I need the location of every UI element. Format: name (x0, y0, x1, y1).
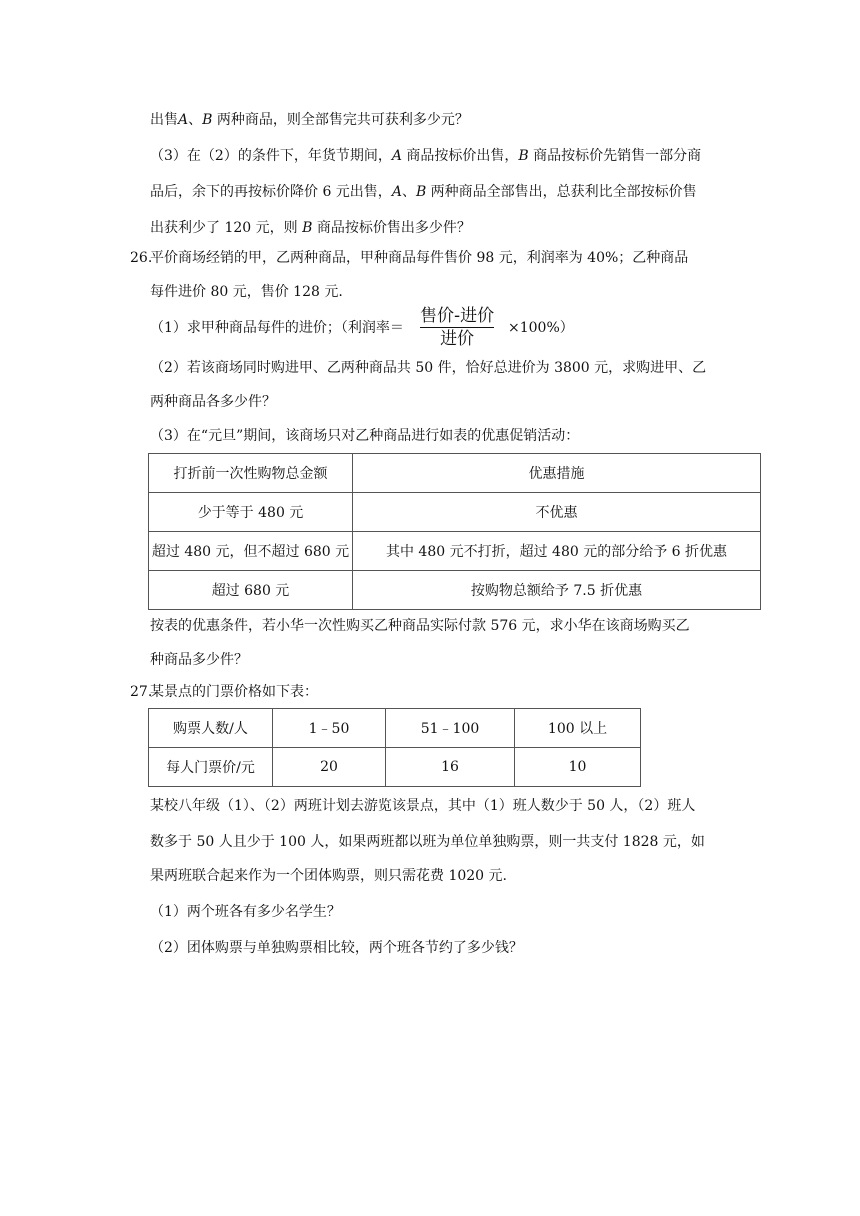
text: 两种商品，则全部售完共可获利多少元？ (212, 112, 469, 128)
q25-sub3-line1 (150, 146, 701, 166)
table-cell: 不优惠 (353, 493, 761, 532)
q26-after-line2: 种商品多少件？ (150, 652, 248, 668)
table-cell: 1﹣50 (273, 709, 386, 748)
var-a: A (391, 148, 402, 164)
text: 出售 (150, 112, 178, 128)
table-cell: 20 (273, 748, 386, 787)
q25-line (150, 110, 469, 130)
q26-sub2-line2: 两种商品各多少件？ (150, 394, 276, 410)
q27-body-line2: 数多于 50 人且少于 100 人，如果两班都以班为单位单独购票，则一共支付 1828 元，如 (150, 834, 705, 850)
table-header: 每人门票价/元 (149, 748, 273, 787)
discount-table (148, 453, 761, 610)
table-row (149, 748, 641, 787)
table-cell: 10 (515, 748, 641, 787)
q27-body-line3: 果两班联合起来作为一个团体购票，则只需花费 1020 元. (150, 868, 507, 884)
var-b: B (302, 220, 313, 236)
q26-stem-line1: 平价商场经销的甲，乙两种商品，甲种商品每件售价 98 元，利润率为 40%；乙种商品 (150, 250, 689, 266)
table-cell: 超过 480 元，但不超过 680 元 (149, 532, 353, 571)
table-cell: 100 以上 (515, 709, 641, 748)
text: 出获利少了 120 元，则 (150, 220, 303, 236)
text: 商品按标价售出多少件？ (312, 220, 471, 236)
formula-denominator: 进价 (440, 329, 475, 349)
fraction-bar (420, 327, 494, 328)
table-header: 打折前一次性购物总金额 (149, 454, 353, 493)
q25-sub3-line2 (150, 182, 697, 202)
text: 商品按标价先销售一部分商 (528, 148, 702, 164)
table-header: 优惠措施 (353, 454, 761, 493)
q26-sub2-line1: （2）若该商场同时购进甲、乙两种商品共 50 件，恰好总进价为 3800 元，求购进甲、乙 (150, 360, 707, 376)
q26-after-line1: 按表的优惠条件，若小华一次性购买乙种商品实际付款 576 元，求小华在该商场购买乙 (150, 618, 690, 634)
text: 、 (188, 112, 203, 128)
q26-sub1-post: ×100%） (508, 320, 574, 336)
table-row (149, 493, 761, 532)
table-cell: 其中 480 元不打折，超过 480 元的部分给予 6 折优惠 (353, 532, 761, 571)
q26-sub1-pre: （1）求甲种商品每件的进价；（利润率＝ (150, 320, 404, 336)
text: （3）在（2）的条件下，年货节期间， (150, 148, 392, 164)
table-row (149, 454, 761, 493)
var-b: B (518, 148, 529, 164)
var-b: B (202, 112, 213, 128)
q27-stem: 某景点的门票价格如下表： (150, 684, 318, 700)
table-row (149, 571, 761, 610)
text: 两种商品全部售出，总获利比全部按标价售 (426, 184, 697, 200)
q26-number: 26. (130, 250, 153, 266)
table-row (149, 532, 761, 571)
table-cell: 16 (386, 748, 515, 787)
profit-rate-formula (420, 306, 494, 349)
text: 品后，余下的再按标价降价 6 元出售， (150, 184, 392, 200)
table-row (149, 709, 641, 748)
q27-number: 27. (130, 684, 153, 700)
ticket-price-table (148, 708, 641, 787)
q25-sub3-line3 (150, 218, 471, 238)
var-a: A (178, 112, 189, 128)
q27-sub2: （2）团体购票与单独购票相比较，两个班各节约了多少钱？ (150, 940, 523, 956)
q26-sub3: （3）在“元旦”期间，该商场只对乙种商品进行如表的优惠促销活动： (150, 428, 580, 444)
text: 商品按标价出售， (401, 148, 519, 164)
q27-sub1: （1）两个班各有多少名学生？ (150, 904, 341, 920)
table-cell: 按购物总额给予 7.5 折优惠 (353, 571, 761, 610)
q26-stem-line2: 每件进价 80 元，售价 128 元. (150, 284, 343, 300)
table-cell: 少于等于 480 元 (149, 493, 353, 532)
formula-numerator: 售价-进价 (420, 306, 495, 326)
text: 、 (401, 184, 416, 200)
var-a: A (391, 184, 402, 200)
table-cell: 51﹣100 (386, 709, 515, 748)
table-header: 购票人数/人 (149, 709, 273, 748)
table-cell: 超过 680 元 (149, 571, 353, 610)
var-b: B (415, 184, 427, 200)
q27-body-line1: 某校八年级（1）、（2）两班计划去游览该景点，其中（1）班人数少于 50 人，（2）班人 (150, 798, 696, 814)
